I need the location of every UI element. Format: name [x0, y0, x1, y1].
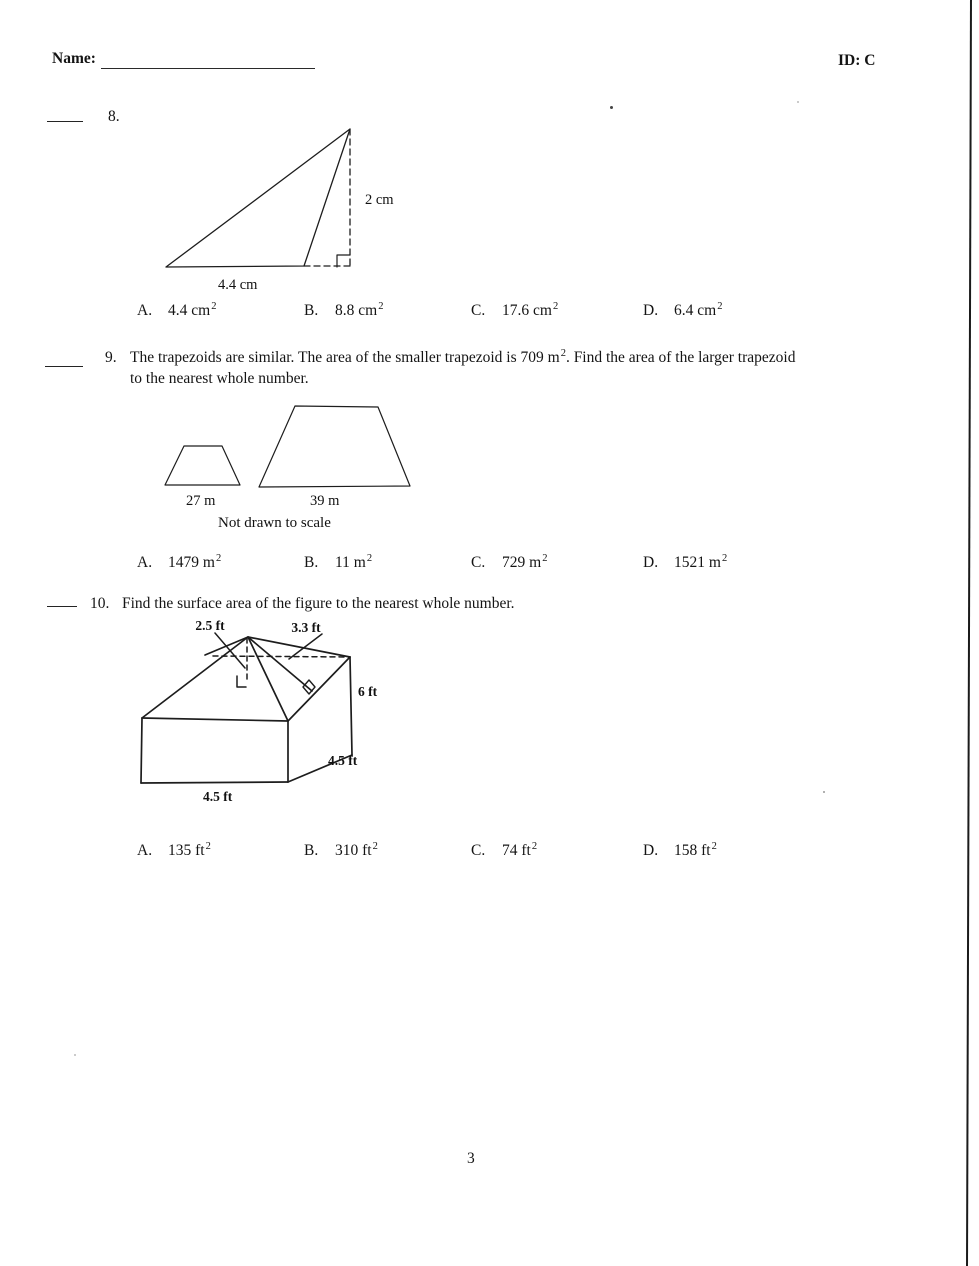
q9-text-part: . Find the area of the larger trapezoid [565, 349, 796, 366]
q10-answer-blank [47, 605, 77, 607]
q10-height-label: 6 ft [358, 684, 378, 699]
id-label: ID: C [838, 52, 876, 69]
box-bottom-front-edge [141, 782, 288, 783]
choice-letter: B. [304, 842, 319, 859]
box-front-left-edge [141, 718, 142, 783]
q10-slant-left-label: 2.5 ft [195, 618, 225, 633]
choice-superscript: 2 [717, 301, 723, 312]
q8-triangle-figure [130, 115, 430, 300]
choice-value: 1479 m [168, 554, 215, 571]
q10-prism-pyramid-figure [125, 615, 405, 820]
q8-choice-c [471, 302, 558, 320]
choice-superscript: 2 [721, 553, 728, 564]
slant-left-leader-line [215, 633, 245, 668]
choice-value: 729 m [502, 554, 542, 571]
q10-slant-right-label: 3.3 ft [291, 620, 321, 635]
q10-choice-d [643, 842, 717, 860]
choice-letter: C. [471, 554, 486, 571]
q9-choice-b [304, 554, 372, 572]
q10-number: 10. [90, 595, 110, 612]
choice-letter: A. [137, 302, 153, 319]
page-number: 3 [467, 1150, 475, 1167]
q10-choice-a [137, 842, 211, 860]
right-angle-mark [237, 676, 246, 687]
slant-height-line [248, 637, 312, 691]
q9-text-line1 [130, 348, 795, 370]
choice-superscript: 2 [378, 301, 384, 312]
choice-superscript: 2 [531, 841, 538, 852]
q9-scale-note: Not drawn to scale [218, 515, 331, 531]
choice-letter: D. [643, 842, 659, 859]
choice-letter: C. [471, 842, 486, 859]
choice-superscript: 2 [542, 553, 548, 564]
choice-value: 310 ft [335, 842, 372, 859]
pyramid-edge-back-right [248, 637, 350, 657]
q10-choices [137, 842, 857, 868]
choice-superscript: 2 [552, 301, 559, 312]
pyramid-edge-front-left [142, 637, 248, 718]
q10-text: Find the surface area of the figure to the nearest whole number. [122, 595, 515, 612]
choice-letter: C. [471, 302, 486, 319]
q9-trapezoids-figure [150, 395, 470, 535]
choice-letter: A. [137, 554, 153, 571]
q8-answer-blank [47, 120, 83, 122]
q9-text-part: The trapezoids are similar. The area of the smaller trapezoid is 709 m [130, 349, 560, 366]
choice-value: 6.4 cm [674, 302, 717, 319]
triangle-shape [166, 129, 350, 267]
q10-width-label: 4.5 ft [203, 789, 233, 804]
q10-choice-b [304, 842, 378, 860]
scan-speck [74, 1054, 76, 1056]
choice-value: 135 ft [168, 842, 205, 859]
choice-letter: B. [304, 554, 319, 571]
choice-value: 8.8 cm [335, 302, 378, 319]
q8-choice-a [137, 302, 216, 320]
q9-choice-a [137, 554, 221, 572]
right-angle-mark [337, 255, 350, 267]
right-angle-diamond-mark [303, 680, 315, 694]
choice-value: 1521 m [674, 554, 721, 571]
choice-value: 158 ft [674, 842, 711, 859]
scan-speck [610, 106, 613, 109]
box-top-back-dashed-edge [213, 656, 350, 657]
choice-superscript: 2 [205, 841, 211, 852]
q10-depth-label: 4.5 ft [328, 753, 358, 768]
name-label: Name: [52, 50, 96, 67]
q8-base-label: 4.4 cm [218, 277, 258, 293]
choice-superscript: 2 [366, 553, 373, 564]
q9-choice-d [643, 554, 727, 572]
choice-letter: D. [643, 554, 659, 571]
q9-text-line2: to the nearest whole number. [130, 370, 309, 387]
choice-value: 4.4 cm [168, 302, 211, 319]
q9-large-base-label: 39 m [310, 493, 340, 509]
q9-choices [137, 554, 857, 580]
name-blank-underline [101, 67, 315, 69]
choice-superscript: 2 [711, 841, 717, 852]
q8-height-label: 2 cm [365, 192, 394, 208]
choice-value: 17.6 cm [502, 302, 552, 319]
q8-number: 8. [108, 108, 120, 125]
q9-choice-c [471, 554, 547, 572]
choice-superscript: 2 [211, 301, 217, 312]
box-back-right-edge [350, 657, 352, 755]
q8-choice-d [643, 302, 722, 320]
q9-number: 9. [105, 349, 117, 366]
choice-value: 11 m [335, 554, 366, 571]
scan-speck [823, 791, 825, 793]
q8-choice-b [304, 302, 383, 320]
choice-letter: B. [304, 302, 319, 319]
q8-choices [137, 302, 857, 328]
q9-answer-blank [45, 365, 83, 367]
choice-value: 74 ft [502, 842, 531, 859]
box-top-front-edge [142, 718, 288, 721]
pyramid-edge-front-right [248, 637, 288, 721]
scan-edge-artifact [966, 0, 972, 1266]
scan-speck [797, 101, 799, 103]
choice-superscript: 2 [215, 553, 222, 564]
small-trapezoid-shape [165, 446, 240, 485]
choice-superscript: 2 [372, 841, 378, 852]
box-top-right-edge [288, 657, 350, 721]
choice-letter: D. [643, 302, 659, 319]
choice-letter: A. [137, 842, 153, 859]
q10-choice-c [471, 842, 537, 860]
q9-small-base-label: 27 m [186, 493, 216, 509]
large-trapezoid-shape [259, 406, 410, 487]
q9-superscript: 2 [560, 348, 566, 359]
